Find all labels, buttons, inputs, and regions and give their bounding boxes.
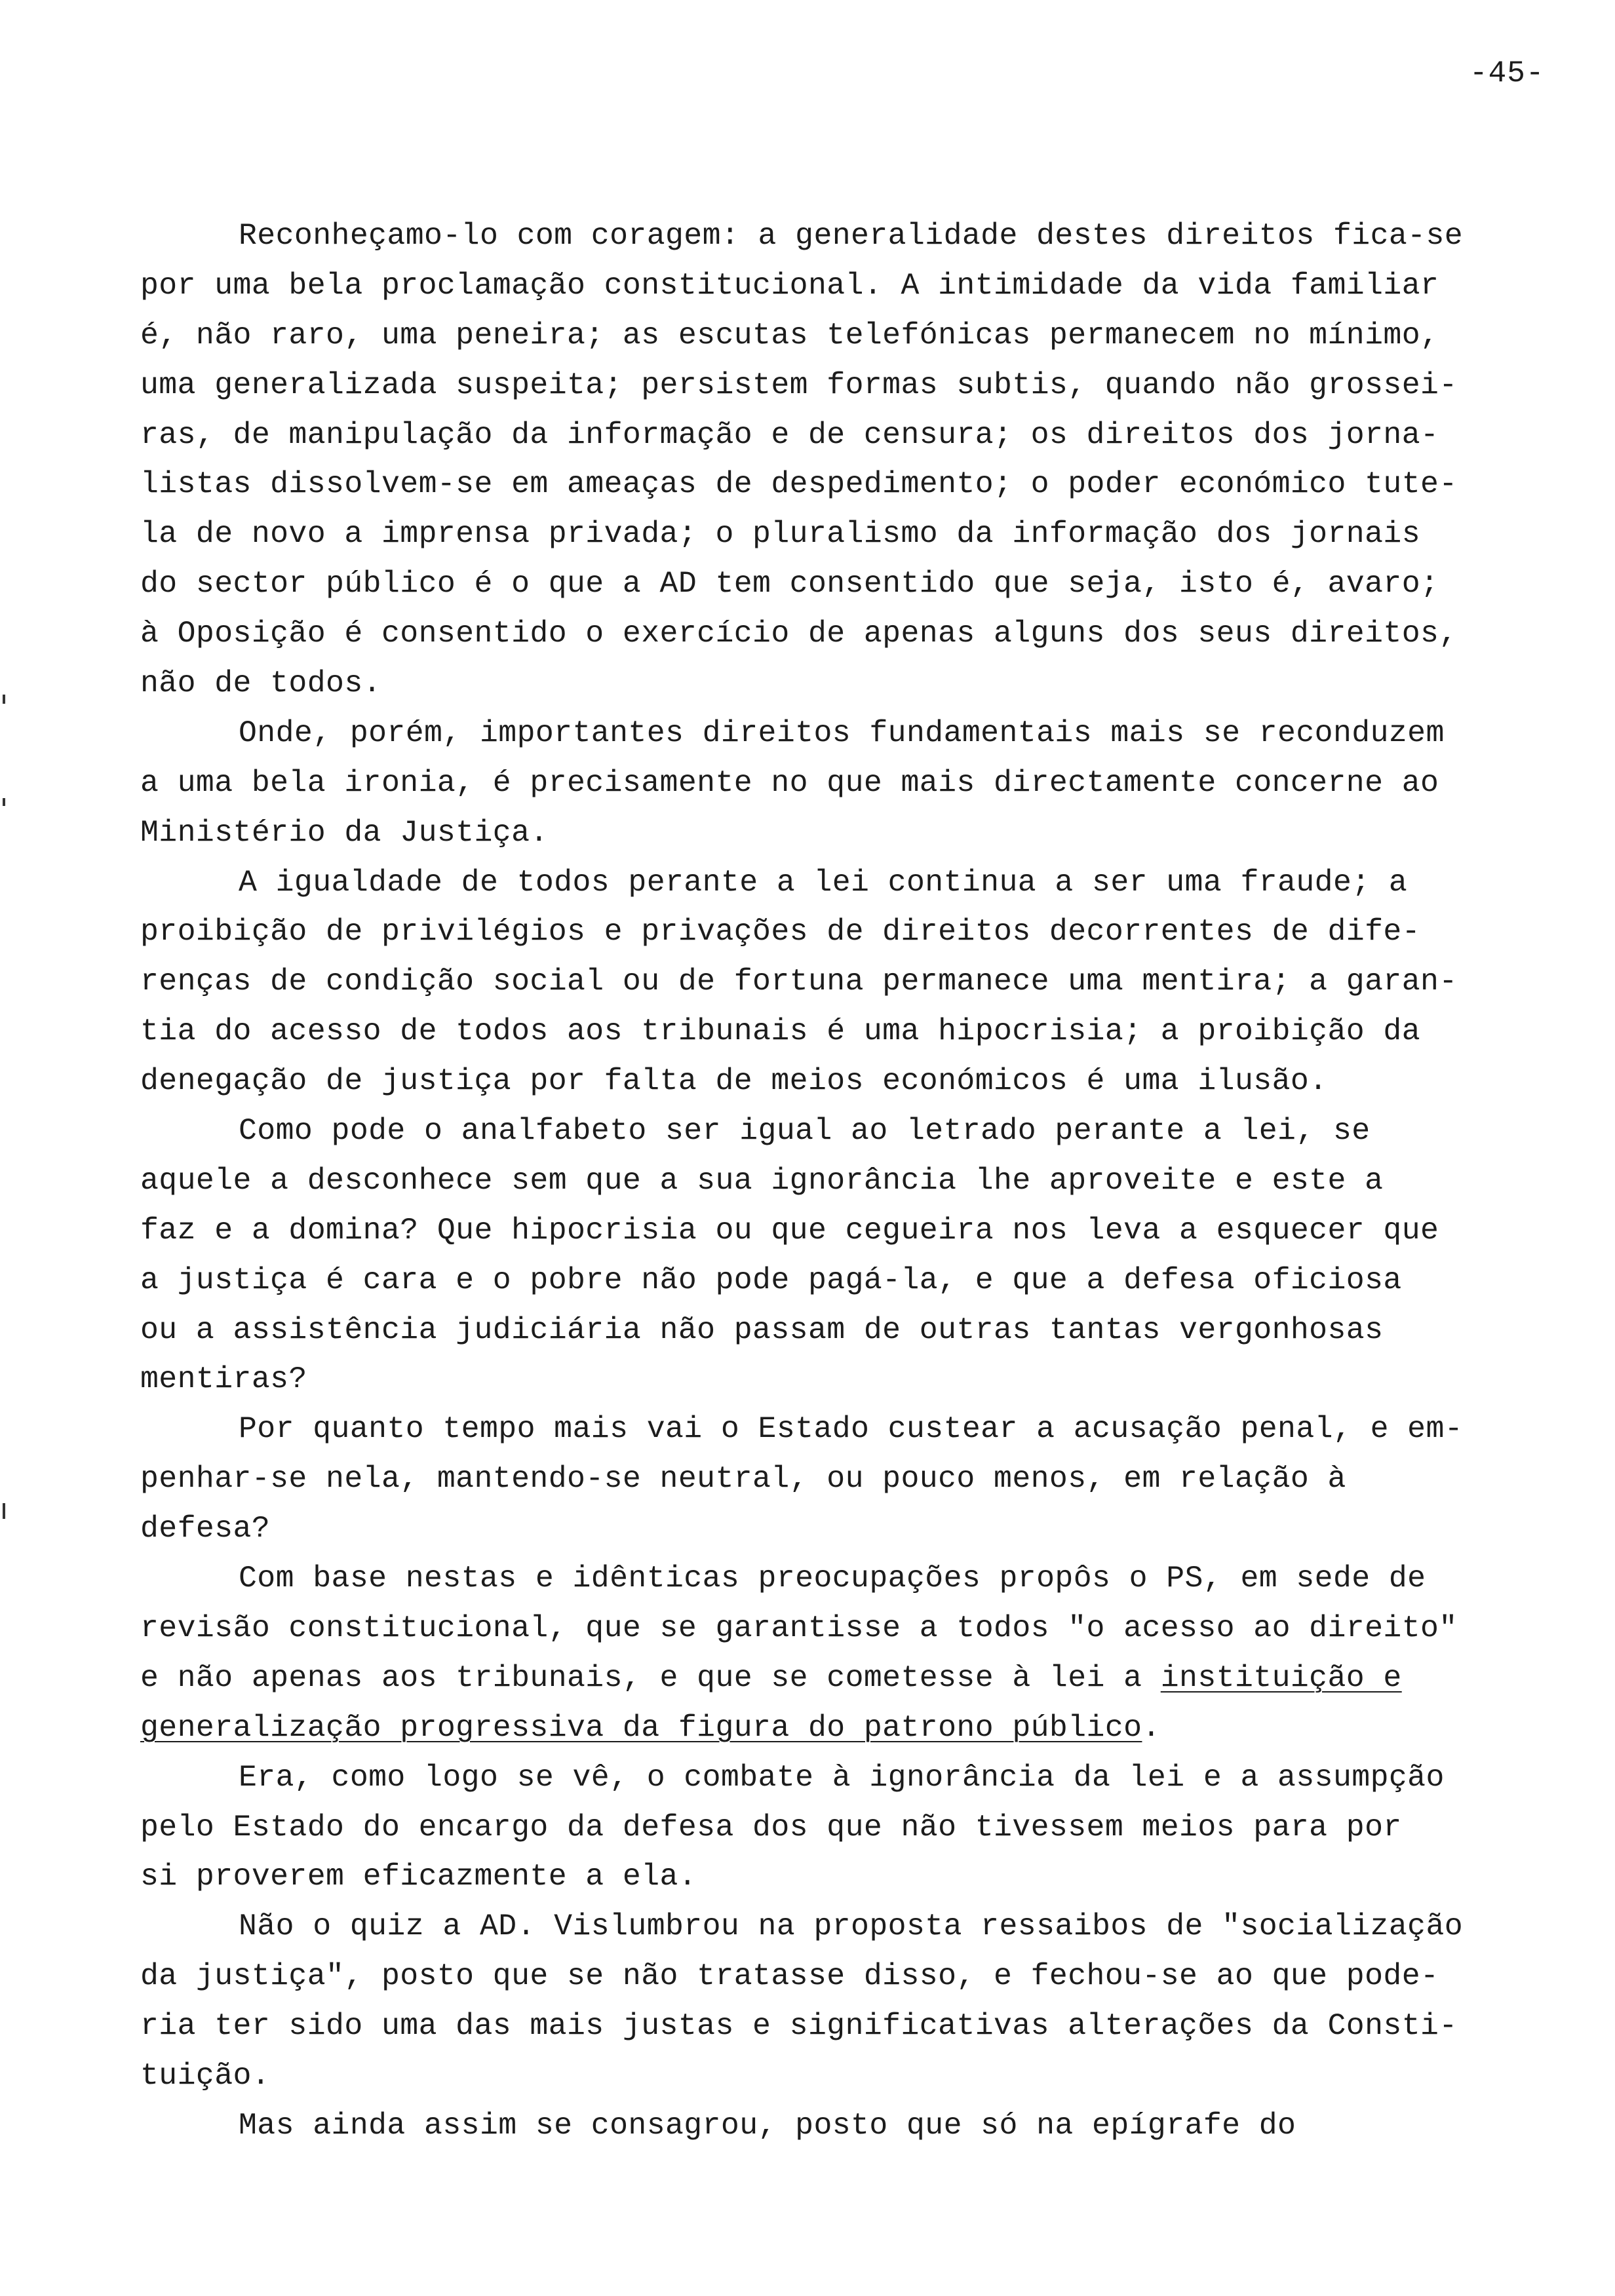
text-line: la de novo a imprensa privada; o pluralismo da informação dos jornais (140, 516, 1421, 552)
text-line (140, 1653, 1549, 1703)
text-line: proibição de privilégios e privações de direitos decorrentes de dife- (140, 914, 1421, 949)
text-line: a justiça é cara e o pobre não pode pagá-la, e que a defesa oficiosa (140, 1262, 1402, 1297)
margin-mark (3, 695, 5, 704)
text-line: ou a assistência judiciária não passam de outras tantas vergonhosas (140, 1312, 1384, 1347)
text-segment: . (1142, 1710, 1161, 1745)
underlined-text: generalização progressiva da figura do patrono público (140, 1710, 1142, 1745)
text-line: si proverem eficazmente a ela. (140, 1859, 697, 1894)
text-line: ras, de manipulação da informação e de censura; os direitos dos jorna- (140, 417, 1439, 452)
margin-mark (3, 798, 5, 806)
text-line: listas dissolvem-se em ameaças de despedimento; o poder económico tute- (140, 467, 1458, 502)
document-body (140, 211, 1549, 2151)
margin-mark (3, 1503, 5, 1519)
text-line: defesa? (140, 1511, 271, 1546)
text-line: tuição. (140, 2057, 271, 2093)
text-line: faz e a domina? Que hipocrisia ou que cegueira nos leva a esquecer que (140, 1212, 1439, 1248)
text-line: à Oposição é consentido o exercício de apenas alguns dos seus direitos, (140, 616, 1458, 651)
text-line: uma generalizada suspeita; persistem formas subtis, quando não grossei- (140, 367, 1458, 402)
text-line: Não o quiz a AD. Vislumbrou na proposta ressaibos de "socialização (239, 1909, 1464, 1944)
text-line: da justiça", posto que se não tratasse disso, e fechou-se ao que pode- (140, 1959, 1439, 1994)
text-line: tia do acesso de todos aos tribunais é uma hipocrisia; a proibição da (140, 1014, 1421, 1049)
text-line: A igualdade de todos perante a lei continua a ser uma fraude; a (239, 864, 1408, 900)
text-line: não de todos. (140, 666, 381, 701)
text-line: Onde, porém, importantes direitos fundamentais mais se reconduzem (239, 715, 1445, 750)
text-line: denegação de justiça por falta de meios económicos é uma ilusão. (140, 1063, 1328, 1099)
text-line: Reconheçamo-lo com coragem: a generalidade destes direitos fica-se (239, 218, 1464, 253)
text-line: pelo Estado do encargo da defesa dos que não tivessem meios para por (140, 1809, 1402, 1845)
text-line: mentiras? (140, 1362, 307, 1397)
text-line: Como pode o analfabeto ser igual ao letrado perante a lei, se (239, 1113, 1371, 1149)
text-line: Ministério da Justiça. (140, 814, 549, 850)
text-line: Era, como logo se vê, o combate à ignorância da lei e a assumpção (239, 1759, 1445, 1795)
text-line (140, 1703, 1549, 1753)
text-line: do sector público é o que a AD tem consentido que seja, isto é, avaro; (140, 566, 1439, 602)
text-line: ria ter sido uma das mais justas e significativas alterações da Consti- (140, 2008, 1458, 2044)
text-line: revisão constitucional, que se garantisse a todos "o acesso ao direito" (140, 1610, 1458, 1645)
text-line: Com base nestas e idênticas preocupações propôs o PS, em sede de (239, 1561, 1426, 1596)
text-line: aquele a desconhece sem que a sua ignorância lhe aproveite e este a (140, 1162, 1384, 1198)
text-segment: e não apenas aos tribunais, e que se cometesse à lei a (140, 1660, 1161, 1695)
page-number: -45- (1469, 56, 1545, 90)
text-line: renças de condição social ou de fortuna permanece uma mentira; a garan- (140, 964, 1458, 999)
text-line: Mas ainda assim se consagrou, posto que só na epígrafe do (239, 2107, 1296, 2143)
text-line: Por quanto tempo mais vai o Estado custear a acusação penal, e em- (239, 1411, 1464, 1447)
underlined-text: instituição e (1160, 1660, 1402, 1695)
text-line: a uma bela ironia, é precisamente no que mais directamente concerne ao (140, 765, 1439, 800)
text-line: penhar-se nela, mantendo-se neutral, ou pouco menos, em relação à (140, 1461, 1346, 1497)
text-line: por uma bela proclamação constitucional. A intimidade da vida familiar (140, 267, 1439, 303)
text-line: é, não raro, uma peneira; as escutas telefónicas permanecem no mínimo, (140, 317, 1439, 353)
